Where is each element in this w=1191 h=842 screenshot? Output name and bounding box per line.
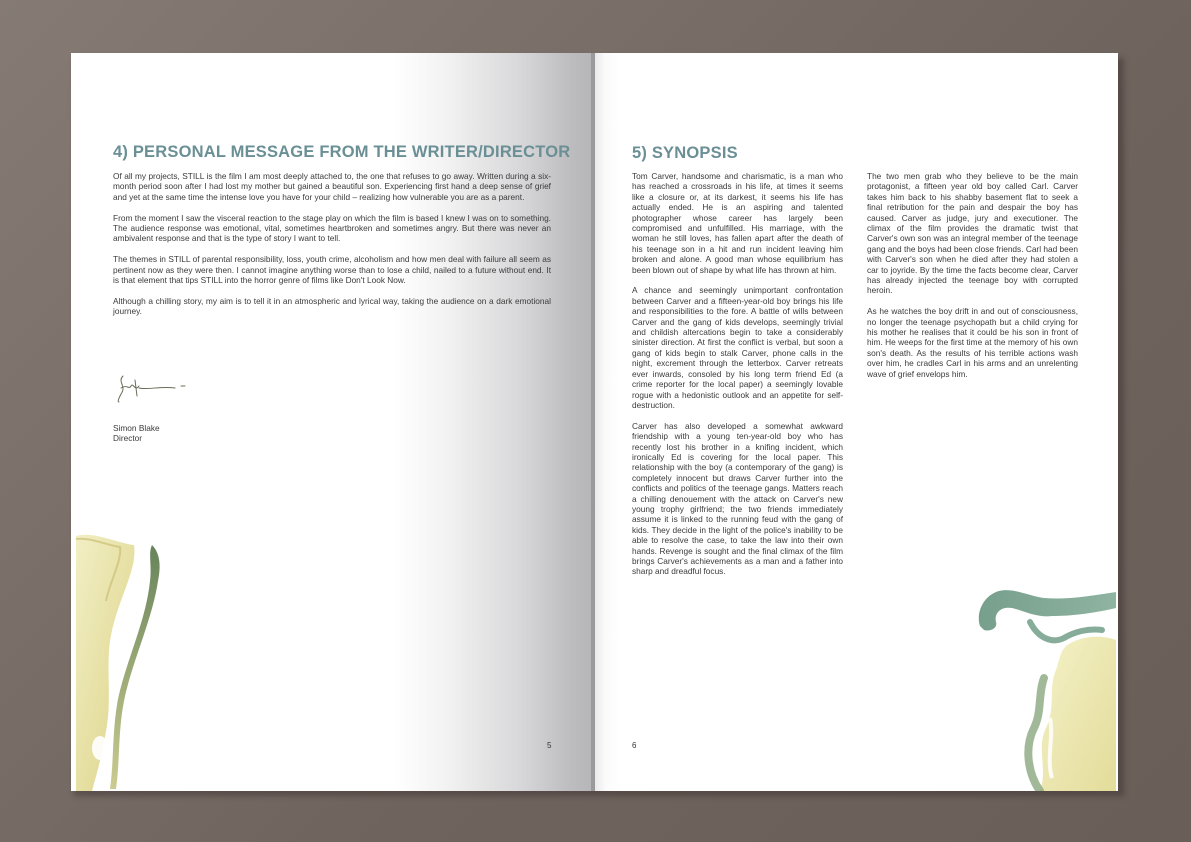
paragraph: From the moment I saw the visceral reaction to the stage play on which the film is based I knew I was on to something. The audience response was emotional, vital, sometimes heartbroken and sometimes angry. But there was never an ambivalent response and that is the type of story I want to tell.: [113, 212, 551, 244]
personal-message-body: [113, 171, 551, 327]
signature-name: Simon Blake: [113, 423, 160, 433]
paragraph: As he watches the boy drift in and out of consciousness, no longer the teenage psychopath but a child crying for his mother he realises that it could be his son in front of him. He weeps for the first time at the memory of his own son's death. As the results of his terrible actions wash over him, he cradles Carl in his arms and an unrelenting wave of grief envelops him.: [867, 306, 1078, 379]
paragraph: Although a chilling story, my aim is to tell it in an atmospheric and lyrical way, taking the audience on a dark emotional journey.: [113, 295, 551, 317]
page-number-left: 5: [547, 741, 552, 750]
synopsis-column-1: [632, 171, 843, 587]
paragraph: A chance and seemingly unimportant confrontation between Carver and a fifteen-year-old boy brings his life and responsibilities to the fore. A battle of wills between Carver and the gang of kids develops, seemingly trivial and childish altercations begin to take a considerably sinister direction. At first the conflict is verbal, but soon a gang of kids begin to stalk Carver, phone calls in the night, excrement through the letterbox. Carver retreats ever inwards, consoled by his long term friend Ed (a crime reporter for the local paper) a seemingly lovable rogue with a hedonistic outlook and an appetite for self-destruction.: [632, 285, 843, 410]
right-page-heading: 5) SYNOPSIS: [632, 144, 738, 162]
left-page-heading: 4) PERSONAL MESSAGE FROM THE WRITER/DIRECTOR: [113, 143, 571, 161]
right-page: [595, 53, 1118, 791]
paragraph: The two men grab who they believe to be the main protagonist, a fifteen year old boy called Carl. Carver takes him back to his shabby basement flat to seek a final retribution for the pain and despair the boy has caused. Carver as judge, jury and executioner. The climax of the film provides the dramatic twist that Carver's own son was an integral member of the teenage gang and the boys had been close friends. Carl had been with Carver's son when he died after they had stolen a car to joyride. By the time the facts become clear, Carver has already injected the teenage boy with corrupted heroin.: [867, 171, 1078, 296]
watercolor-decoration-right: [970, 578, 1118, 791]
paragraph: The themes in STILL of parental responsibility, loss, youth crime, alcoholism and how men deal with failure all seem as pertinent now as they were then. I cannot imagine anything worse than to lose a child, nailed to a future without end. It is that element that tips STILL into the horror genre of films like Don't Look Now.: [113, 254, 551, 286]
paragraph: Of all my projects, STILL is the film I am most deeply attached to, the one that refuses to go away. Written during a six-month period soon after I had lost my mother but gained a beautiful son. Experiencing first hand a deep sense of grief and yet at the same time the intense love you have for your child – realizing how vulnerable you are as a parent.: [113, 171, 551, 202]
left-page: [71, 53, 593, 791]
signature-image: [113, 368, 193, 408]
synopsis-column-2: [867, 171, 1078, 390]
watercolor-decoration-left: [76, 531, 176, 791]
signature-role: Director: [113, 433, 143, 443]
paragraph: Carver has also developed a somewhat awkward friendship with a young ten-year-old boy who has recently lost his brother in a knifing incident, which ironically Ed is covering for the local paper. This relationship with the boy (a contemporary of the gang) is completely innocent but draws Carver further into the conflicts and politics of the teenage gangs. Matters reach a chilling denouement with the attack on Carver's new young trophy girlfriend; the two friends immediately assume it is linked to the running feud with the gang of kids. They decide in the light of the police's inability to be able to resolve the case, to take the law into their own hands. Revenge is sought and the final climax of the film brings Carver's achievements as a man and a father into sharp and dreadful focus.: [632, 420, 843, 577]
paragraph: Tom Carver, handsome and charismatic, is a man who has reached a crossroads in his life, at times it seems like a closure or, at its darkest, it seems his life has actually ended. He is an aspiring and talented photographer whose career has largely been compromised and unfulfilled. His marriage, with the woman he still loves, has fallen apart after the death of his teenage son in a hit and run incident leaving him broken and alone. A good man whose equilibrium has been blown out of shape by what life has thrown at him.: [632, 171, 843, 275]
page-number-right: 6: [632, 741, 637, 750]
